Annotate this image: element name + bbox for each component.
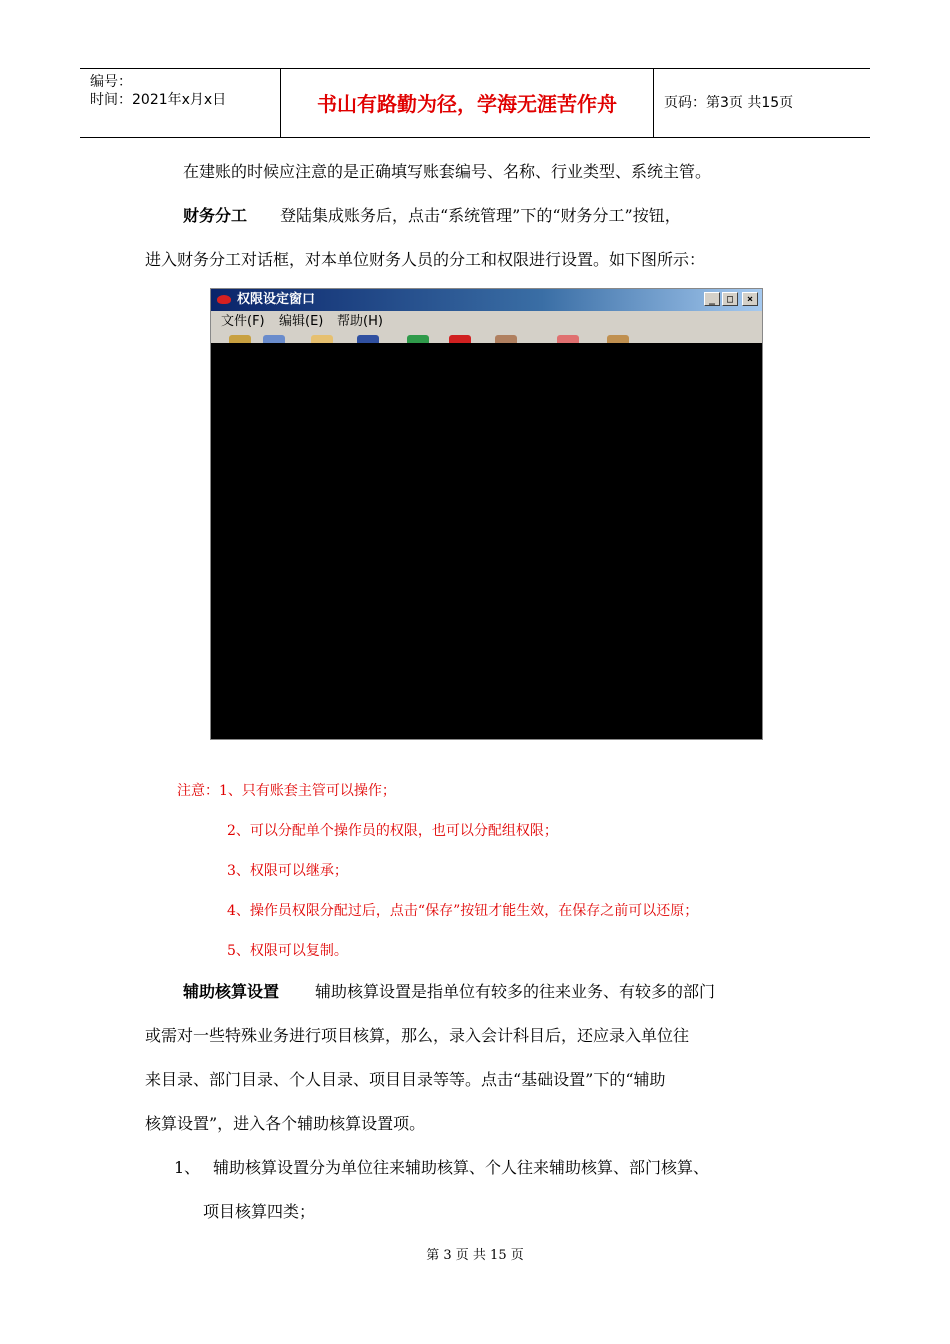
maximize-button[interactable]: □ xyxy=(722,292,738,306)
toolbar-refresh-icon[interactable] xyxy=(407,335,429,343)
number-label: 编号： xyxy=(90,74,132,90)
motto: 书山有路勤为径，学海无涯苦作舟 xyxy=(317,92,617,116)
paragraph-aux-accounting-2: 或需对一些特殊业务进行项目核算，那么，录入会计科目后，还应录入单位往 xyxy=(145,1026,690,1045)
minimize-button[interactable]: _ xyxy=(704,292,720,306)
menu-file[interactable]: 文件(F) xyxy=(221,314,265,329)
window-toolbar xyxy=(211,333,762,343)
paragraph-aux-accounting-1: 辅助核算设置是指单位有较多的往来业务、有较多的部门 xyxy=(315,982,716,1001)
toolbar-user-icon[interactable] xyxy=(357,335,379,343)
toolbar-document-icon[interactable] xyxy=(311,335,333,343)
header-page-cell xyxy=(654,69,870,137)
toolbar-pen-icon[interactable] xyxy=(495,335,517,343)
app-icon xyxy=(217,295,231,304)
paragraph-aux-accounting-4: 核算设置”，进入各个辅助核算设置项。 xyxy=(145,1114,426,1133)
paragraph-setup-note: 在建账的时候应注意的是正确填写账套编号、名称、行业类型、系统主管。 xyxy=(183,162,712,181)
close-button[interactable]: × xyxy=(742,292,758,306)
time-label: 时间：2021年x月x日 xyxy=(90,92,227,108)
note-item-3: 3、权限可以继承； xyxy=(227,863,348,879)
window-titlebar xyxy=(211,289,762,311)
toolbar-search-icon[interactable] xyxy=(263,335,285,343)
list-item-1-line-2: 项目核算四类； xyxy=(203,1202,316,1221)
toolbar-undo-icon[interactable] xyxy=(557,335,579,343)
page-footer: 第 3 页 共 15 页 xyxy=(426,1248,524,1263)
paragraph-finance-division-1: 登陆集成账务后，点击“系统管理”下的“财务分工”按钮， xyxy=(280,206,681,225)
header-meta-cell xyxy=(80,69,281,137)
window-menubar xyxy=(211,311,762,333)
paragraph-aux-accounting-3: 来目录、部门目录、个人目录、项目目录等等。点击“基础设置”下的“辅助 xyxy=(145,1070,666,1089)
paragraph-finance-division-2: 进入财务分工对话框，对本单位财务人员的分工和权限进行设置。如下图所示： xyxy=(145,250,706,269)
list-item-1-line-1: 辅助核算设置分为单位往来辅助核算、个人往来辅助核算、部门核算、 xyxy=(213,1158,710,1177)
note-item-5: 5、权限可以复制。 xyxy=(227,943,348,959)
page-info: 页码：第3页 共15页 xyxy=(664,95,794,111)
menu-edit[interactable]: 编辑(E) xyxy=(279,314,324,329)
section-title-finance-division: 财务分工 xyxy=(183,206,248,225)
section-title-aux-accounting: 辅助核算设置 xyxy=(183,982,280,1001)
header-motto-cell xyxy=(281,69,654,137)
permission-window-screenshot xyxy=(210,288,763,740)
menu-help[interactable]: 帮助(H) xyxy=(337,314,383,329)
window-title: 权限设定窗口 xyxy=(237,292,316,307)
note-item-1: 注意：1、只有账套主管可以操作； xyxy=(177,783,396,799)
toolbar-folder-icon[interactable] xyxy=(229,335,251,343)
note-item-2: 2、可以分配单个操作员的权限，也可以分配组权限； xyxy=(227,823,558,839)
page-header xyxy=(80,68,870,138)
note-item-4: 4、操作员权限分配过后，点击“保存”按钮才能生效，在保存之前可以还原； xyxy=(227,903,699,919)
list-item-number-1: 1、 xyxy=(174,1158,201,1177)
toolbar-copy-icon[interactable] xyxy=(607,335,629,343)
toolbar-save-icon[interactable] xyxy=(449,335,471,343)
